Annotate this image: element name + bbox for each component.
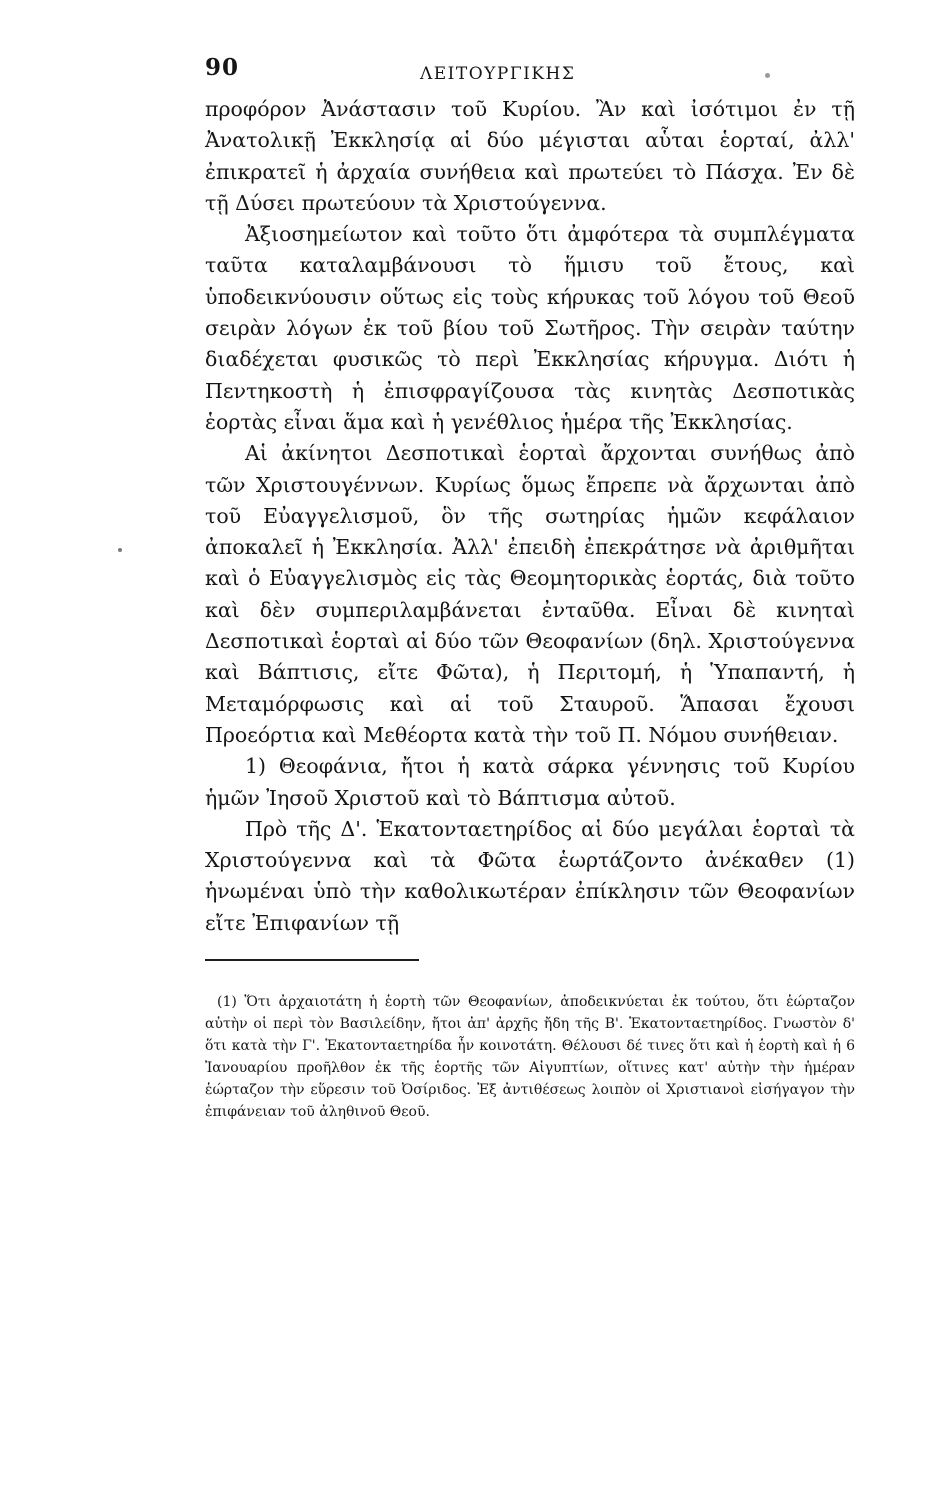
footnote-1: (1) Ὅτι ἀρχαιοτάτη ἡ ἑορτὴ τῶν Θεοφανίων, ἀποδεικνύεται ἐκ τούτου, ὅτι ἑώρταζον αὐτὴν οἱ περὶ τὸν Βασιλείδην, ἤτοι ἀπ' ἀρχῆς ἤδη τῆς Β'. Ἑκατονταετηρίδος. Γνωστὸν δ' ὅτι κατὰ τὴν Γ'. Ἑκατονταετηρίδα ἦν κοινοτάτη. Θέλουσι δέ τινες ὅτι καὶ ἡ ἑορτὴ καὶ ἡ 6 Ἰανουαρίου προῆλθον ἐκ τῆς ἑορτῆς τῶν Αἰγυπτίων, οἵτινες κατ' αὐτὴν τὴν ἡμέραν ἑώρταζον τὴν εὕρεσιν τοῦ Ὀσίριδος. Ἐξ ἀντιθέσεως λοιπὸν οἱ Χριστιανοὶ εἰσήγαγον τὴν ἐπιφάνειαν τοῦ ἀληθινοῦ Θεοῦ. — [205, 994, 855, 1121]
book-page — [205, 50, 855, 1123]
paragraph-theofania-heading: 1) Θεοφάνια, ἤτοι ἡ κατὰ σάρκα γέννησις τοῦ Κυρίου ἡμῶν Ἰησοῦ Χριστοῦ καὶ τὸ Βάπτισμα αὐτοῦ. — [205, 754, 855, 810]
paragraph-continuation: προφόρον Ἀνάστασιν τοῦ Κυρίου. Ἂν καὶ ἰσότιμοι ἐν τῇ Ἀνατολικῇ Ἐκκλησίᾳ αἱ δύο μέγισται αὗται ἑορταί, ἀλλ' ἐπικρατεῖ ἡ ἀρχαία συνήθεια καὶ πρωτεύει τὸ Πάσχα. Ἐν δὲ τῇ Δύσει πρωτεύουν τὰ Χριστούγεννα. — [205, 97, 855, 215]
paragraph-pro-tis-d: Πρὸ τῆς Δ'. Ἑκατονταετηρίδος αἱ δύο μεγάλαι ἑορταὶ τὰ Χριστούγεννα καὶ τὰ Φῶτα ἑωρτάζοντο ἀνέκαθεν (1) ἡνωμέναι ὑπὸ τὴν καθολικωτέραν ἐπίκλησιν τῶν Θεοφανίων εἴτε Ἐπιφανίων τῇ — [205, 816, 855, 935]
stray-ink-dot-margin — [118, 548, 122, 552]
page-header — [205, 50, 855, 94]
footnotes — [205, 991, 855, 1123]
paragraph-akinitoi-eortai: Αἱ ἀκίνητοι Δεσποτικαὶ ἑορταὶ ἄρχονται συνήθως ἀπὸ τῶν Χριστουγέννων. Κυρίως ὅμως ἔπρεπε νὰ ἄρχωνται ἀπὸ τοῦ Εὐαγγελισμοῦ, ὃν τῆς σωτηρίας ἡμῶν κεφάλαιον ἀποκαλεῖ ἡ Ἐκκλησία. Ἀλλ' ἐπειδὴ ἐπεκράτησε νὰ ἀριθμῆται καὶ ὁ Εὐαγγελισμὸς εἰς τὰς Θεομητορικὰς ἑορτάς, διὰ τοῦτο καὶ δὲν συμπεριλαμβάνεται ἐνταῦθα. Εἶναι δὲ κινηταὶ Δεσποτικαὶ ἑορταὶ αἱ δύο τῶν Θεοφανίων (δηλ. Χριστούγεννα καὶ Βάπτισις, εἴτε Φῶτα), ἡ Περιτομή, ἡ Ὑπαπαντή, ἡ Μεταμόρφωσις καὶ αἱ τοῦ Σταυροῦ. Ἅπασαι ἔχουσι Προεόρτια καὶ Μεθέορτα κατὰ τὴν τοῦ Π. Νόμου συνήθειαν. — [205, 441, 855, 747]
body-text — [205, 94, 855, 939]
page-number: 90 — [205, 54, 240, 81]
running-title: ΛΕΙΤΟΥΡΓΙΚΗΣ — [420, 64, 576, 84]
paragraph-axiosimeioton: Ἀξιοσημείωτον καὶ τοῦτο ὅτι ἀμφότερα τὰ συμπλέγματα ταῦτα καταλαμβάνουσι τὸ ἥμισυ τοῦ ἔτους, καὶ ὑποδεικνύουσιν οὕτως εἰς τοὺς κήρυκας τοῦ λόγου τοῦ Θεοῦ σειρὰν λόγων ἐκ τοῦ βίου τοῦ Σωτῆρος. Τὴν σειρὰν ταύτην διαδέχεται φυσικῶς τὸ περὶ Ἐκκλησίας κήρυγμα. Διότι ἡ Πεντηκοστὴ ἡ ἐπισφραγίζουσα τὰς κινητὰς Δεσποτικὰς ἑορτὰς εἶναι ἅμα καὶ ἡ γενέθλιος ἡμέρα τῆς Ἐκκλησίας. — [205, 222, 855, 434]
footnote-separator-rule — [205, 959, 419, 961]
